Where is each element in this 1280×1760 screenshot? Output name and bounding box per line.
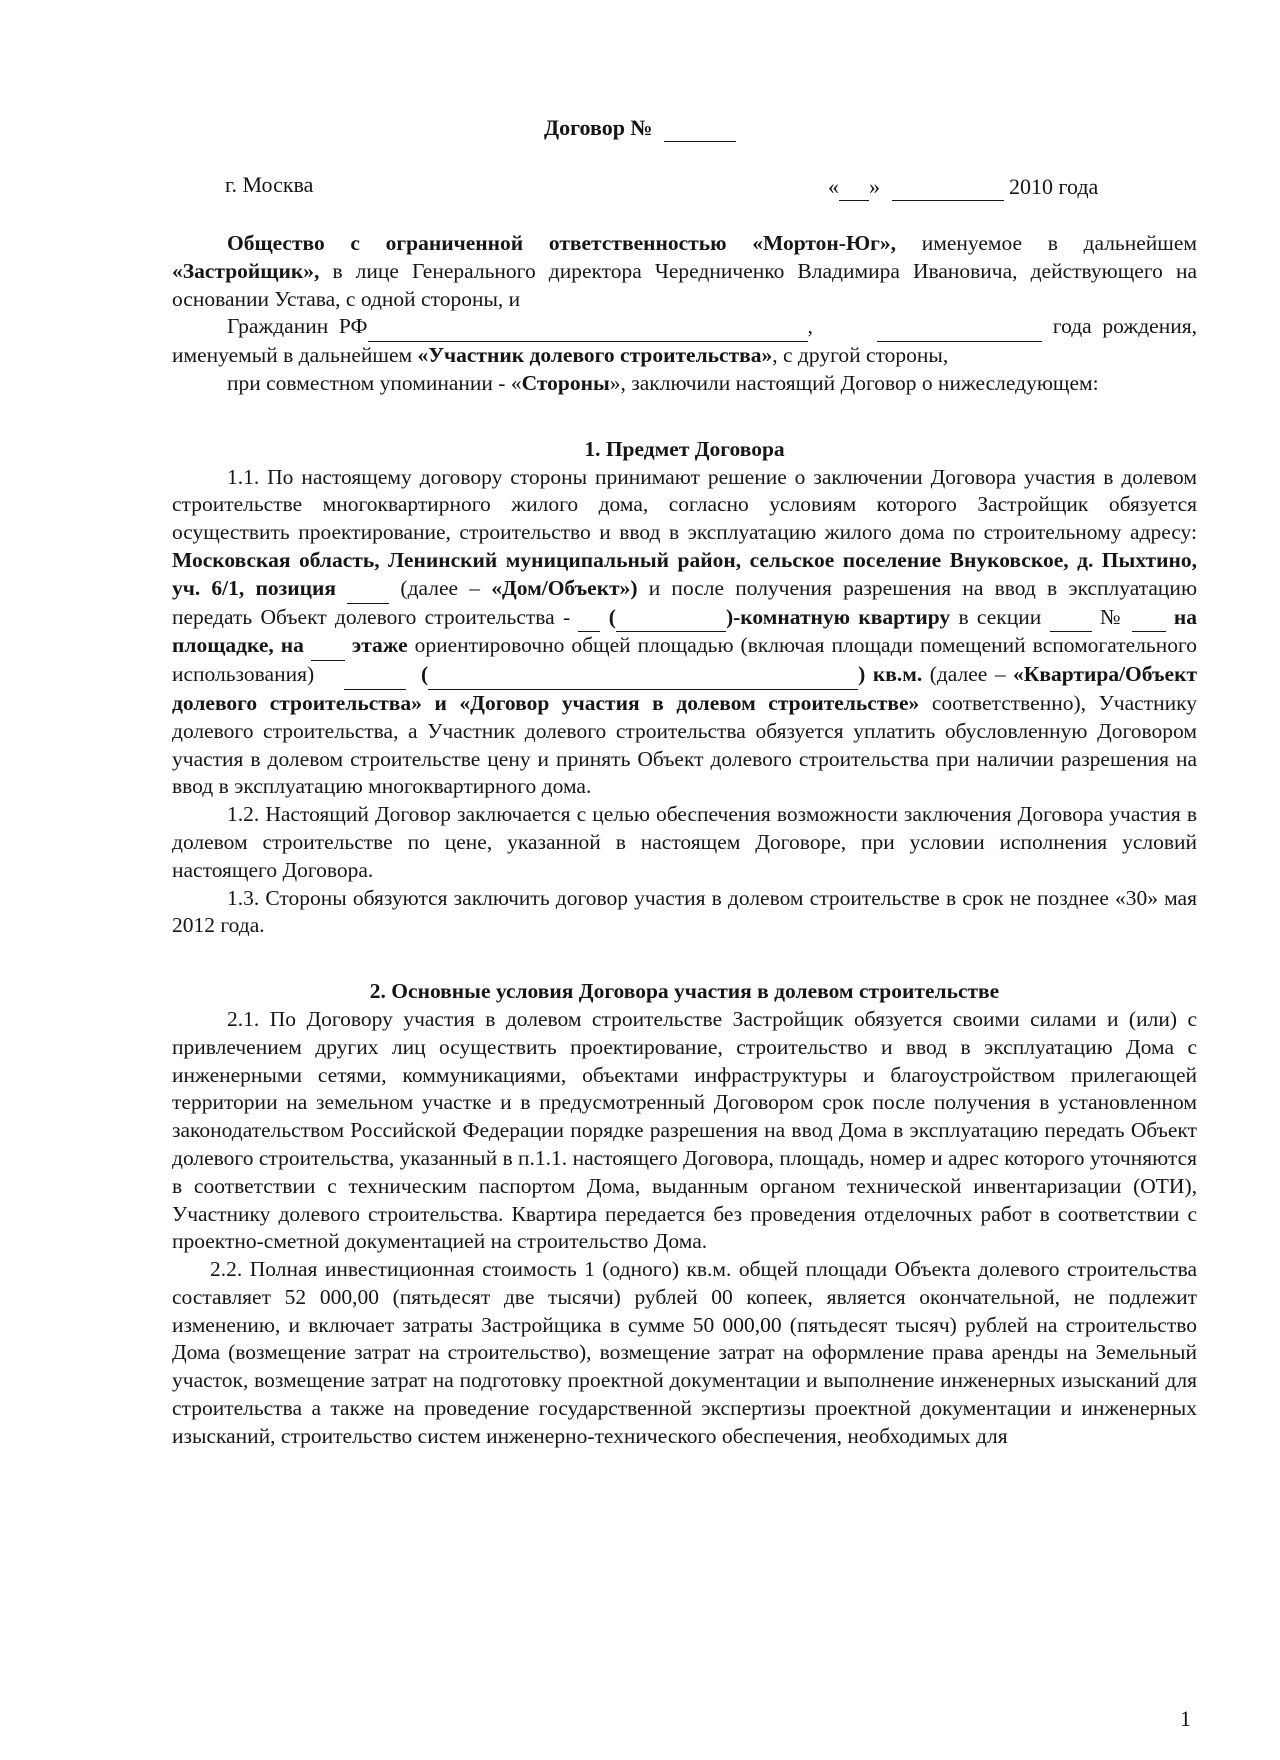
preamble-paragraph-2: Гражданин РФ , года рождения, именуемый в дальнейшем «Участник долевого строительства», с другой стороны, [172,314,1197,368]
section-1-heading: 1. Предмет Договора [584,436,785,461]
contract-body [172,230,1197,1451]
citizen-name-blank [368,313,808,342]
preamble-paragraph-1: Общество с ограниченной ответственностью «Мортон-Юг», именуемое в дальнейшем «Застройщик», в лице Генерального директора Чередниченко Владимира Ивановича, действующего на основании Устава, с одной стороны, и [172,231,1197,311]
section-number-blank [1050,604,1092,633]
clause-1-2: 1.2. Настоящий Договор заключается с целью обеспечения возможности заключения Договора участия в долевом строительстве по цене, указанной в настоящем Договоре, при условии исполнения условий настоящего Договора. [172,802,1197,882]
contract-city: г. Москва [225,172,314,197]
rooms-words-blank [616,604,726,633]
date-year: 2010 года [1009,174,1099,199]
rooms-number-blank [578,604,600,633]
contract-title [0,115,1280,142]
birth-date-blank [877,313,1042,342]
position-blank [347,575,389,604]
section-2-heading: 2. Основные условия Договора участия в долевом строительстве [369,979,1000,1004]
clause-1-3: 1.3. Стороны обязуются заключить договор участия в долевом строительстве в срок не позднее «30» мая 2012 года. [172,885,1197,938]
apartment-number-blank [1132,604,1166,633]
area-words-blank [428,661,858,690]
date-month-blank [892,174,1004,201]
clause-2-2: 2.2. Полная инвестиционная стоимость 1 (одного) кв.м. общей площади Объекта долевого строительства составляет 52 000,00 (пятьдесят две тысячи) рублей 00 копеек, является окончательной, не подлежит изменению, и включает затраты Застройщика в сумме 50 000,00 (пятьдесят тысяч) рублей на строительство Дома (возмещение затрат на строительство), возмещение затрат на оформление права аренды на Земельный участок, возмещение затрат на подготовку проектной документации и выполнение инженерных изысканий для строительства а также на проведение государственной экспертизы проектной документации и инженерных изысканий, строительство систем инженерно-технического обеспечения, необходимых для [172,1257,1197,1448]
clause-1-1: 1.1. По настоящему договору стороны принимают решение о заключении Договора участия в долевом строительстве многоквартирного жилого дома, согласно условиям которого Застройщик обязуется осуществить проектирование, строительство и ввод в эксплуатацию жилого дома по строительному адресу: Московская область, Ленинский муниципальный район, сельское поселение Внуковское, д. Пыхтино, уч. 6/1, позиция (далее – «Дом/Объект») и после получения разрешения на ввод в эксплуатацию передать Объект долевого строительства - ( )-комнатную квартиру в секции № на площадке, на этаже ориентировочно общей площадью (включая площади помещений вспомогательного использования) ( ) кв.м. (далее – «Квартира/Объект долевого строительства» и «Договор участия в долевом строительстве» соответственно), Участнику долевого строительства, а Участник долевого строительства обязуется уплатить обусловленную Договором участия в долевом строительстве цену и принять Объект долевого строительства при наличии разрешения на ввод в эксплуатацию многоквартирного дома. [172,464,1198,799]
contract-date: « » 2010 года [828,174,1099,199]
area-number-blank [344,661,406,690]
preamble-paragraph-3: при совместном упоминании - «Стороны», заключили настоящий Договор о нижеследующем: [227,370,1099,395]
clause-2-1: 2.1. По Договору участия в долевом строительстве Застройщик обязуется своими силами и (или) с привлечением других лиц осуществить проектирование, строительство и ввод в эксплуатацию Дома с инженерными сетями, коммуникациями, объектами инфраструктуры и благоустройством прилегающей территории на земельном участке и в предусмотренный Договором срок после получения в установленном законодательством Российской Федерации порядке разрешения на ввод Дома в эксплуатацию передать Объект долевого строительства, указанный в п.1.1. настоящего Договора, площадь, номер и адрес которого уточняются в соответствии с техническим паспортом Дома, выданным органом технической инвентаризации (ОТИ), Участнику долевого строительства. Квартира передается без проведения отделочных работ в соответствии с проектно-сметной документацией на строительство Дома. [172,1006,1197,1254]
contract-title-text: Договор № [543,115,653,140]
floor-blank [311,632,345,661]
date-day-blank [839,174,869,201]
contract-number-blank [664,115,736,142]
page-number: 1 [1180,1706,1191,1731]
